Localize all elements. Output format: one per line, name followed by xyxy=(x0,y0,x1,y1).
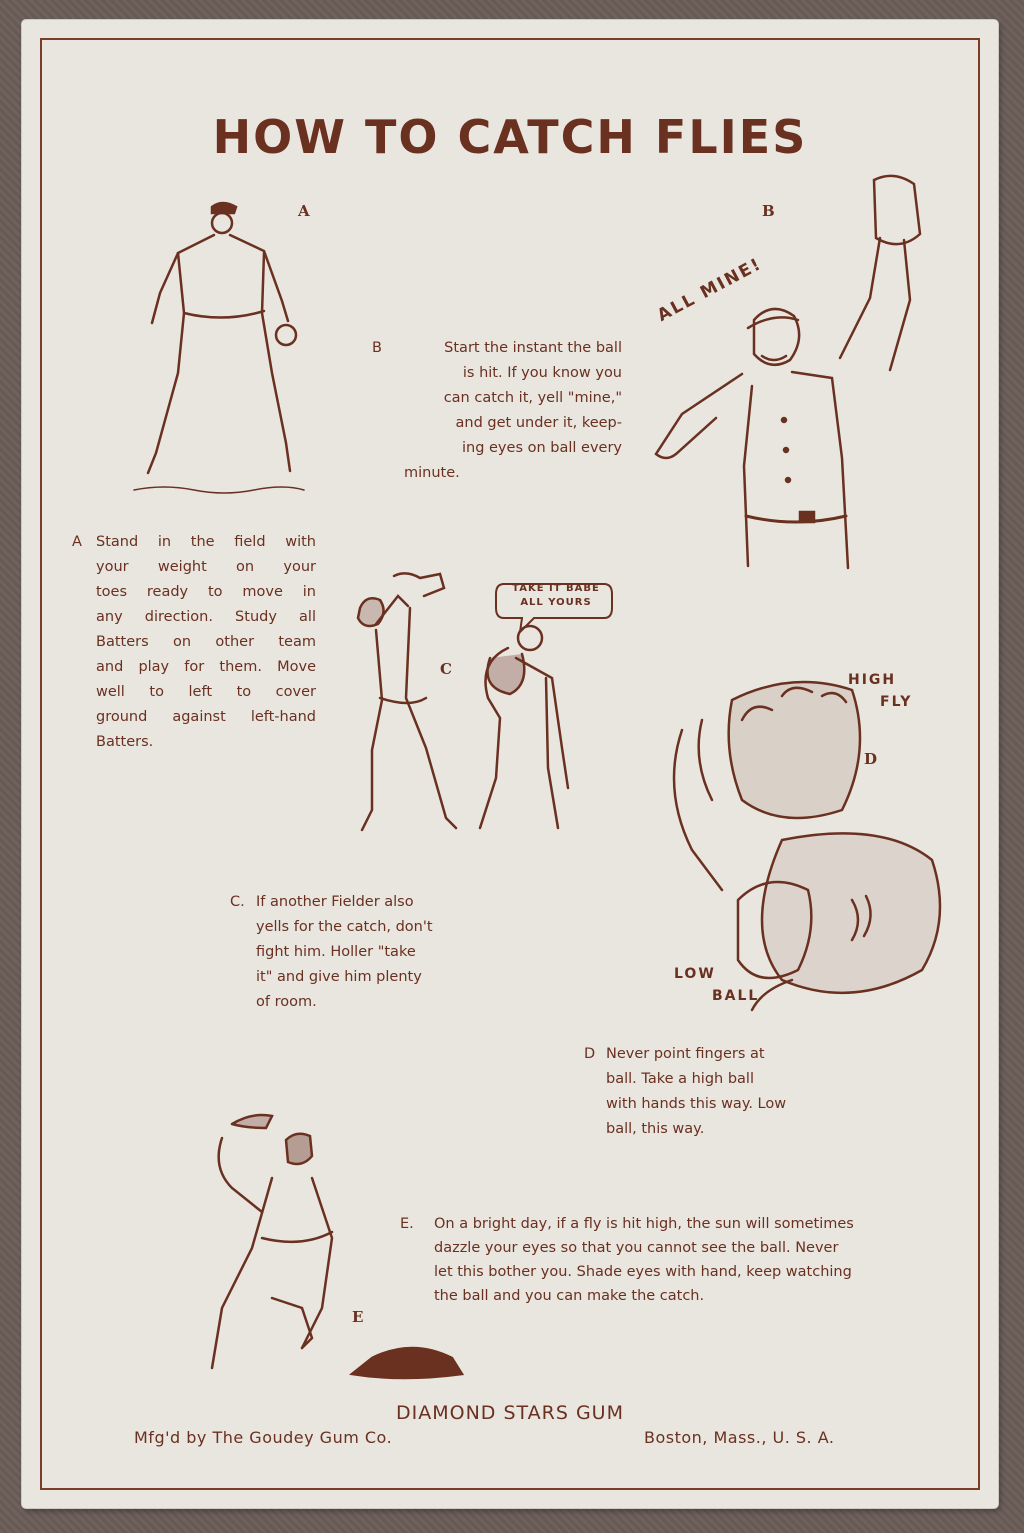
section-a-text xyxy=(72,530,316,755)
section-c-marker: C. xyxy=(230,894,245,910)
figure-b-player-drawing xyxy=(642,160,942,600)
section-c-line: fight him. Holler "take xyxy=(256,944,416,960)
footer-maker: Mfg'd by The Goudey Gum Co. xyxy=(134,1428,393,1447)
figure-d-low-label-1: LOW xyxy=(674,966,716,982)
figure-c-label: C xyxy=(440,660,452,678)
section-a-line: and play for them. Move xyxy=(96,659,316,675)
section-e-line: let this bother you. Shade eyes with hand, keep watching xyxy=(434,1264,852,1280)
footer-city: Boston, Mass., U. S. A. xyxy=(644,1428,835,1447)
section-b-line: minute. xyxy=(404,465,460,481)
section-d-line: with hands this way. Low xyxy=(606,1096,787,1112)
figure-c-bubble-line2: ALL YOURS xyxy=(520,597,592,608)
section-d-line: Never point fingers at xyxy=(606,1046,765,1062)
figure-d-low-label-2: BALL xyxy=(712,988,760,1004)
figure-b-shout: ALL MINE! xyxy=(654,254,766,326)
section-e-line: On a bright day, if a fly is hit high, the sun will sometimes xyxy=(434,1216,854,1232)
section-e-line: the ball and you can make the catch. xyxy=(434,1288,705,1304)
section-a-line: any direction. Study all xyxy=(96,609,316,625)
section-a-marker: A xyxy=(72,534,82,550)
section-b-line: and get under it, keep- xyxy=(455,415,622,431)
figure-c-players-drawing xyxy=(340,568,580,848)
section-d-line: ball, this way. xyxy=(606,1121,705,1137)
section-b-line: can catch it, yell "mine," xyxy=(443,390,622,406)
section-b-text xyxy=(372,336,622,486)
section-e-marker: E. xyxy=(400,1216,414,1232)
section-a-line: Batters. xyxy=(96,734,154,750)
figure-e-label: E xyxy=(352,1308,364,1326)
section-d-marker: D xyxy=(584,1046,596,1062)
section-b-marker: B xyxy=(372,340,382,356)
section-c-line: it" and give him plenty xyxy=(256,969,422,985)
section-e-text xyxy=(400,1212,940,1308)
footer-brand: DIAMOND STARS GUM xyxy=(396,1402,624,1424)
figure-d-label: D xyxy=(864,750,878,768)
figure-d-high-label-1: HIGH xyxy=(848,672,897,688)
section-a-line: toes ready to move in xyxy=(96,584,316,600)
card xyxy=(22,20,998,1508)
section-d-text xyxy=(584,1042,816,1142)
figure-a-label: A xyxy=(298,202,310,220)
section-a-line: Batters on other team xyxy=(96,634,316,650)
section-e-line: dazzle your eyes so that you cannot see the ball. Never xyxy=(434,1240,839,1256)
section-c-line: of room. xyxy=(256,994,317,1010)
section-a-line: well to left to cover xyxy=(96,684,316,700)
figure-d-hands-drawing xyxy=(642,660,952,1020)
section-a-line: your weight on your xyxy=(96,559,316,575)
section-c-text xyxy=(230,890,470,1015)
section-c-line: If another Fielder also xyxy=(256,894,414,910)
figure-b-label: B xyxy=(762,202,775,220)
figure-a-player-drawing xyxy=(114,195,314,495)
section-b-line: Start the instant the ball xyxy=(444,340,622,356)
section-b-line: is hit. If you know you xyxy=(462,365,622,381)
section-a-line: ground against left-hand xyxy=(96,709,316,725)
section-d-line: ball. Take a high ball xyxy=(606,1071,754,1087)
section-c-line: yells for the catch, don't xyxy=(256,919,433,935)
figure-d-high-label-2: FLY xyxy=(880,694,913,710)
section-b-line: ing eyes on ball every xyxy=(461,440,622,456)
section-a-line: Stand in the field with xyxy=(96,534,316,550)
figure-c-bubble-line1: TAKE IT BABE xyxy=(512,583,600,594)
page-title: HOW TO CATCH FLIES xyxy=(212,110,808,164)
